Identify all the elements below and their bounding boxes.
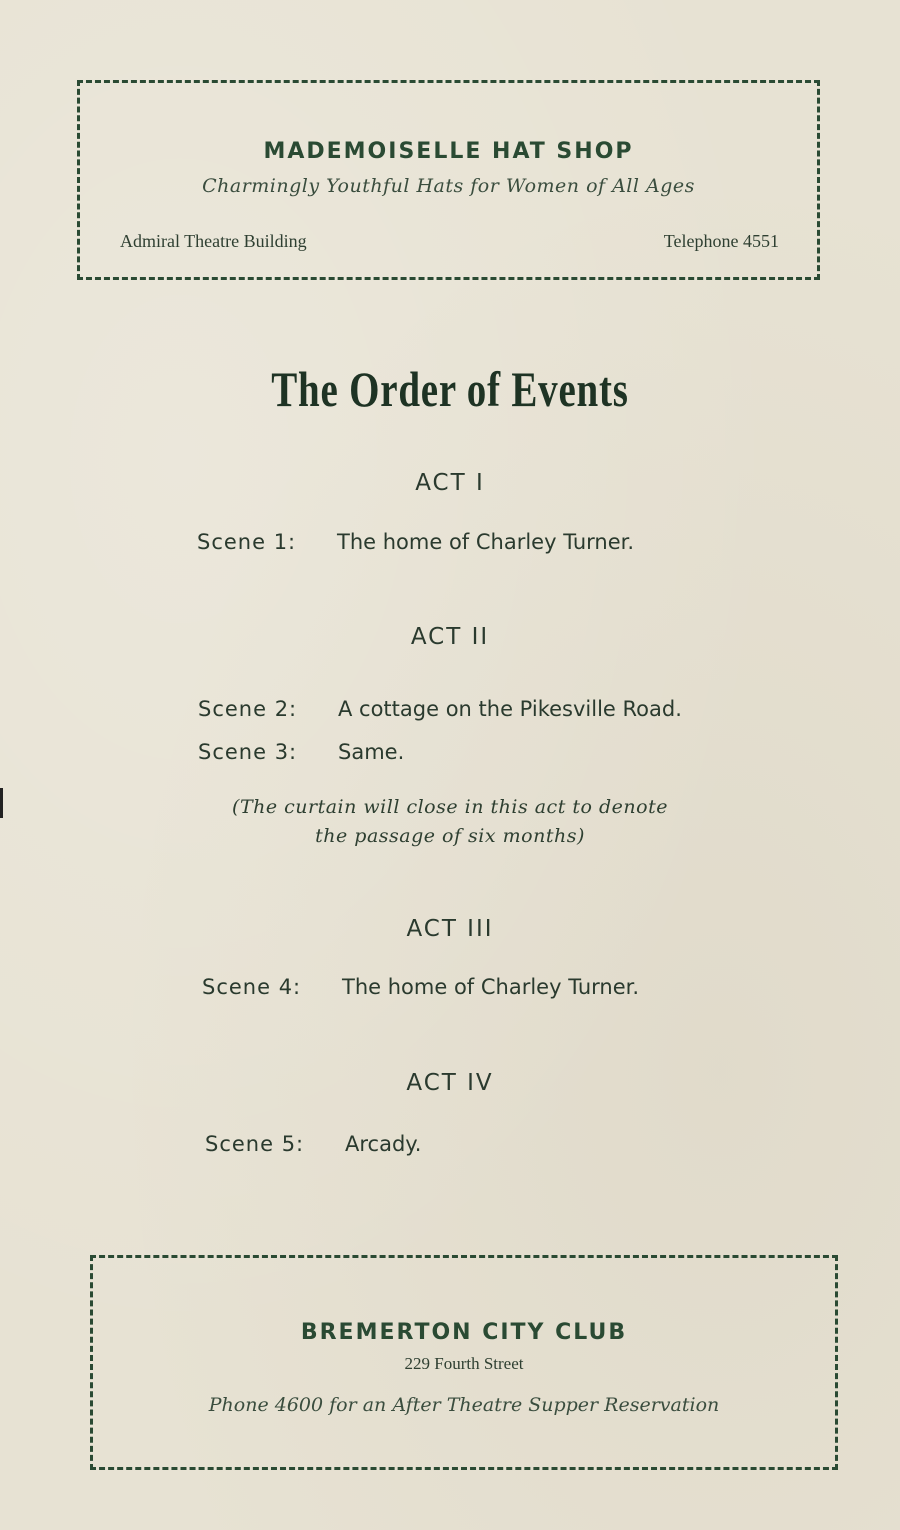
scene-5-label: Scene 5:	[205, 1132, 305, 1156]
scene-1-row	[197, 530, 634, 554]
curtain-note-line-1: (The curtain will close in this act to denote	[232, 796, 668, 818]
scene-1-label: Scene 1:	[197, 530, 297, 554]
scene-4-label: Scene 4:	[202, 975, 302, 999]
scene-3-description: Same.	[338, 740, 405, 764]
scene-2-label: Scene 2:	[198, 697, 298, 721]
scene-4-description: The home of Charley Turner.	[342, 975, 640, 999]
act-2-heading: ACT II	[410, 624, 490, 650]
city-club-name: BREMERTON CITY CLUB	[300, 1320, 628, 1345]
scene-2-description: A cottage on the Pikesville Road.	[338, 697, 682, 721]
scene-3-row	[198, 740, 404, 764]
hat-shop-name: MADEMOISELLE HAT SHOP	[263, 139, 634, 164]
hat-shop-location: Admiral Theatre Building	[120, 231, 307, 251]
scene-5-description: Arcady.	[345, 1132, 422, 1156]
curtain-note-line-2: the passage of six months)	[315, 825, 585, 847]
paper-edge-mark	[0, 788, 3, 818]
city-club-address: 229 Fourth Street	[404, 1354, 524, 1373]
act-4-heading: ACT IV	[406, 1070, 494, 1096]
scene-1-description: The home of Charley Turner.	[337, 530, 635, 554]
city-club-phone-line: Phone 4600 for an After Theatre Supper Reservation	[208, 1394, 720, 1416]
scene-5-row	[205, 1132, 421, 1156]
page-title: The Order of Events	[271, 361, 629, 417]
hat-shop-advertisement	[77, 80, 820, 280]
act-1-heading: ACT I	[415, 470, 485, 496]
hat-shop-tagline: Charmingly Youthful Hats for Women of All Ages	[202, 175, 695, 197]
scene-2-row	[198, 697, 682, 721]
act-3-heading: ACT III	[406, 916, 494, 942]
curtain-note	[0, 793, 900, 851]
hat-shop-telephone: Telephone 4551	[663, 231, 779, 251]
city-club-advertisement	[90, 1255, 838, 1470]
scene-3-label: Scene 3:	[198, 740, 298, 764]
scene-4-row	[202, 975, 639, 999]
